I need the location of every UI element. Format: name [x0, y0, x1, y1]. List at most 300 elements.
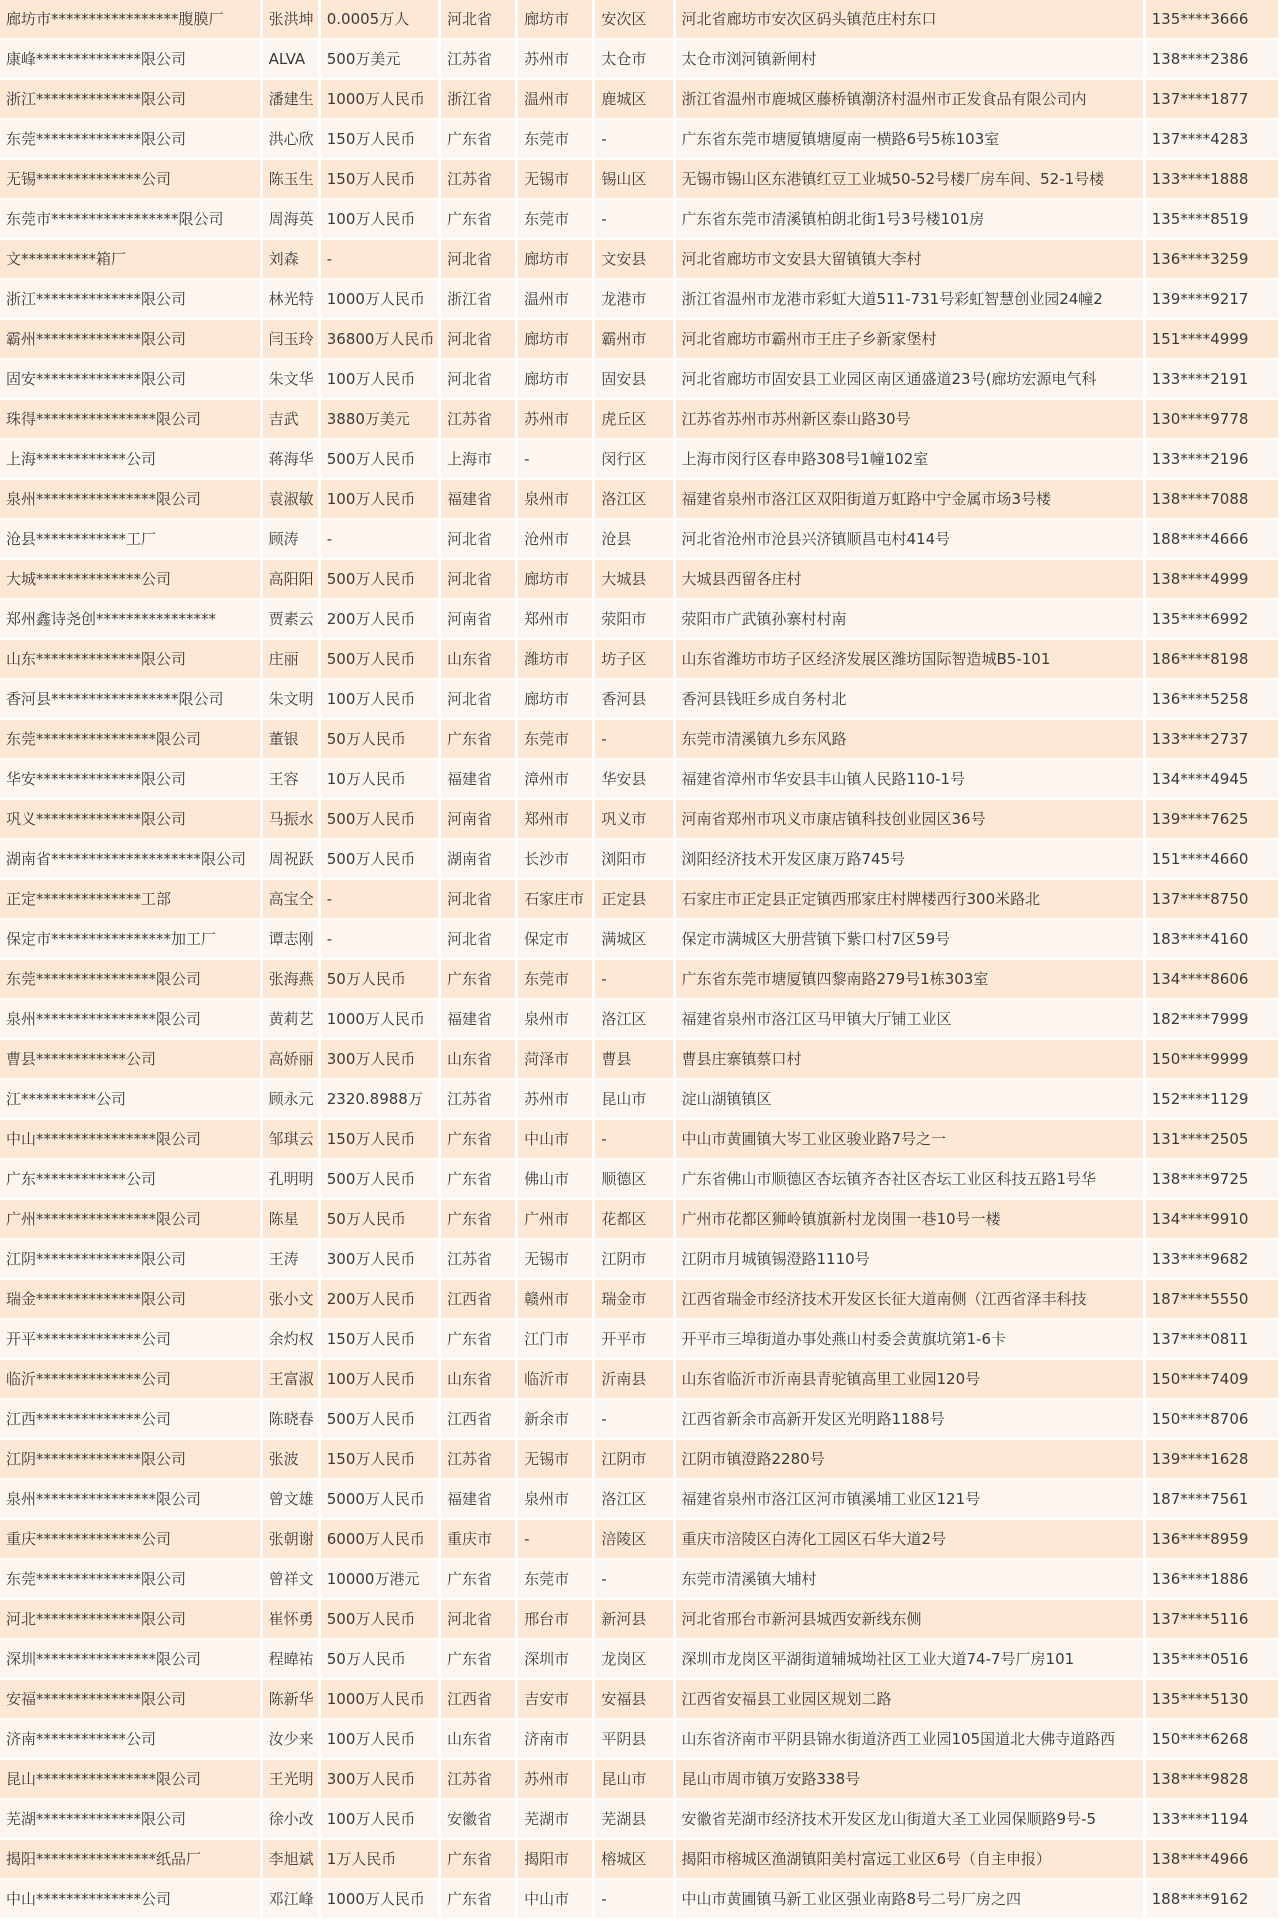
- table-row: [0, 1320, 1278, 1358]
- city-cell: 潍坊市: [518, 640, 592, 678]
- district-cell: 文安县: [595, 240, 672, 278]
- legal-rep-cell: ALVA: [263, 40, 318, 78]
- legal-rep-cell: 高娇丽: [263, 1040, 318, 1078]
- table-row: [0, 120, 1278, 158]
- district-cell: 江阴市: [595, 1440, 672, 1478]
- registered-capital-cell: -: [321, 920, 438, 958]
- district-cell: -: [595, 720, 672, 758]
- address-cell: 河北省廊坊市霸州市王庄子乡新家堡村: [676, 320, 1143, 358]
- district-cell: 太仓市: [595, 40, 672, 78]
- phone-cell: 134****4945: [1146, 760, 1278, 798]
- registered-capital-cell: 10000万港元: [321, 1560, 438, 1598]
- address-cell: 广东省东莞市塘厦镇塘厦南一横路6号5栋103室: [676, 120, 1143, 158]
- table-row: [0, 520, 1278, 558]
- province-cell: 河北省: [441, 1600, 515, 1638]
- registered-capital-cell: 1000万人民币: [321, 1880, 438, 1918]
- table-row: [0, 1120, 1278, 1158]
- city-cell: 东莞市: [518, 960, 592, 998]
- phone-cell: 188****4666: [1146, 520, 1278, 558]
- table-row: [0, 800, 1278, 838]
- phone-cell: 133****9682: [1146, 1240, 1278, 1278]
- legal-rep-cell: 高宝仝: [263, 880, 318, 918]
- address-cell: 中山市黄圃镇马新工业区强业南路8号二号厂房之四: [676, 1880, 1143, 1918]
- district-cell: 安福县: [595, 1680, 672, 1718]
- legal-rep-cell: 董银: [263, 720, 318, 758]
- address-cell: 保定市满城区大册营镇下紫口村7区59号: [676, 920, 1143, 958]
- registered-capital-cell: 1万人民币: [321, 1840, 438, 1878]
- district-cell: 正定县: [595, 880, 672, 918]
- company-name-cell: 重庆**************公司: [0, 1520, 260, 1558]
- company-name-cell: 郑州鑫诗尧创****************: [0, 600, 260, 638]
- table-row: [0, 40, 1278, 78]
- registered-capital-cell: 100万人民币: [321, 1360, 438, 1398]
- registered-capital-cell: 200万人民币: [321, 600, 438, 638]
- district-cell: 开平市: [595, 1320, 672, 1358]
- address-cell: 广东省佛山市顺德区杏坛镇齐杏社区杏坛工业区科技五路1号华: [676, 1160, 1143, 1198]
- company-name-cell: 江阴**************限公司: [0, 1240, 260, 1278]
- table-row: [0, 1520, 1278, 1558]
- city-cell: 芜湖市: [518, 1800, 592, 1838]
- district-cell: 新河县: [595, 1600, 672, 1638]
- city-cell: 温州市: [518, 280, 592, 318]
- phone-cell: 133****2196: [1146, 440, 1278, 478]
- city-cell: 赣州市: [518, 1280, 592, 1318]
- registered-capital-cell: 500万美元: [321, 40, 438, 78]
- province-cell: 福建省: [441, 480, 515, 518]
- city-cell: 廊坊市: [518, 240, 592, 278]
- city-cell: 廊坊市: [518, 360, 592, 398]
- address-cell: 昆山市周市镇万安路338号: [676, 1760, 1143, 1798]
- company-name-cell: 上海************公司: [0, 440, 260, 478]
- address-cell: 福建省泉州市洛江区马甲镇大厅铺工业区: [676, 1000, 1143, 1038]
- phone-cell: 130****9778: [1146, 400, 1278, 438]
- address-cell: 江西省安福县工业园区规划二路: [676, 1680, 1143, 1718]
- city-cell: 苏州市: [518, 1760, 592, 1798]
- table-row: [0, 1680, 1278, 1718]
- registered-capital-cell: 500万人民币: [321, 1160, 438, 1198]
- district-cell: -: [595, 960, 672, 998]
- address-cell: 安徽省芜湖市经济技术开发区龙山街道大圣工业园保顺路9号-5: [676, 1800, 1143, 1838]
- phone-cell: 139****9217: [1146, 280, 1278, 318]
- phone-cell: 138****2386: [1146, 40, 1278, 78]
- company-name-cell: 霸州**************限公司: [0, 320, 260, 358]
- registered-capital-cell: 50万人民币: [321, 960, 438, 998]
- address-cell: 太仓市浏河镇新闸村: [676, 40, 1143, 78]
- legal-rep-cell: 贾素云: [263, 600, 318, 638]
- phone-cell: 188****9162: [1146, 1880, 1278, 1918]
- company-name-cell: 广东************公司: [0, 1160, 260, 1198]
- district-cell: 洛江区: [595, 1480, 672, 1518]
- table-row: [0, 560, 1278, 598]
- legal-rep-cell: 闫玉玲: [263, 320, 318, 358]
- legal-rep-cell: 王光明: [263, 1760, 318, 1798]
- address-cell: 重庆市涪陵区白涛化工园区石华大道2号: [676, 1520, 1143, 1558]
- district-cell: 闵行区: [595, 440, 672, 478]
- registered-capital-cell: 6000万人民币: [321, 1520, 438, 1558]
- phone-cell: 134****9910: [1146, 1200, 1278, 1238]
- city-cell: 保定市: [518, 920, 592, 958]
- address-cell: 无锡市锡山区东港镇红豆工业城50-52号楼厂房车间、52-1号楼: [676, 160, 1143, 198]
- province-cell: 江西省: [441, 1280, 515, 1318]
- province-cell: 江西省: [441, 1680, 515, 1718]
- phone-cell: 186****8198: [1146, 640, 1278, 678]
- table-row: [0, 1200, 1278, 1238]
- company-name-cell: 芜湖**************限公司: [0, 1800, 260, 1838]
- phone-cell: 150****7409: [1146, 1360, 1278, 1398]
- registered-capital-cell: 500万人民币: [321, 560, 438, 598]
- registered-capital-cell: 150万人民币: [321, 160, 438, 198]
- province-cell: 上海市: [441, 440, 515, 478]
- registered-capital-cell: 3880万美元: [321, 400, 438, 438]
- legal-rep-cell: 周海英: [263, 200, 318, 238]
- city-cell: -: [518, 440, 592, 478]
- address-cell: 河南省郑州市巩义市康店镇科技创业园区36号: [676, 800, 1143, 838]
- legal-rep-cell: 崔怀勇: [263, 1600, 318, 1638]
- company-name-cell: 廊坊市*****************腹膜厂: [0, 0, 260, 38]
- phone-cell: 131****2505: [1146, 1120, 1278, 1158]
- province-cell: 广东省: [441, 1840, 515, 1878]
- phone-cell: 135****5130: [1146, 1680, 1278, 1718]
- registered-capital-cell: 150万人民币: [321, 1320, 438, 1358]
- city-cell: 石家庄市: [518, 880, 592, 918]
- city-cell: -: [518, 1520, 592, 1558]
- table-row: [0, 1360, 1278, 1398]
- legal-rep-cell: 马振水: [263, 800, 318, 838]
- company-name-cell: 深圳****************限公司: [0, 1640, 260, 1678]
- address-cell: 江阴市月城镇锡澄路1110号: [676, 1240, 1143, 1278]
- registered-capital-cell: 1000万人民币: [321, 1000, 438, 1038]
- city-cell: 廊坊市: [518, 560, 592, 598]
- phone-cell: 136****1886: [1146, 1560, 1278, 1598]
- table-row: [0, 680, 1278, 718]
- table-row: [0, 1640, 1278, 1678]
- table-row: [0, 1480, 1278, 1518]
- table-row: [0, 1560, 1278, 1598]
- registered-capital-cell: 10万人民币: [321, 760, 438, 798]
- table-row: [0, 0, 1278, 38]
- phone-cell: 138****4966: [1146, 1840, 1278, 1878]
- company-name-cell: 东莞****************限公司: [0, 960, 260, 998]
- company-name-cell: 开平**************公司: [0, 1320, 260, 1358]
- city-cell: 菏泽市: [518, 1040, 592, 1078]
- table-row: [0, 600, 1278, 638]
- city-cell: 江门市: [518, 1320, 592, 1358]
- district-cell: 龙岗区: [595, 1640, 672, 1678]
- phone-cell: 138****4999: [1146, 560, 1278, 598]
- company-name-cell: 浙江**************限公司: [0, 80, 260, 118]
- phone-cell: 182****7999: [1146, 1000, 1278, 1038]
- address-cell: 江阴市镇澄路2280号: [676, 1440, 1143, 1478]
- company-name-cell: 东莞****************限公司: [0, 720, 260, 758]
- company-name-cell: 广州****************限公司: [0, 1200, 260, 1238]
- company-name-cell: 昆山****************限公司: [0, 1760, 260, 1798]
- city-cell: 长沙市: [518, 840, 592, 878]
- phone-cell: 133****1194: [1146, 1800, 1278, 1838]
- company-name-cell: 泉州****************限公司: [0, 480, 260, 518]
- company-name-cell: 江阴**************限公司: [0, 1440, 260, 1478]
- phone-cell: 151****4999: [1146, 320, 1278, 358]
- province-cell: 山东省: [441, 1360, 515, 1398]
- table-row: [0, 1040, 1278, 1078]
- province-cell: 广东省: [441, 1640, 515, 1678]
- address-cell: 山东省临沂市沂南县青驼镇高里工业园120号: [676, 1360, 1143, 1398]
- legal-rep-cell: 王涛: [263, 1240, 318, 1278]
- phone-cell: 138****7088: [1146, 480, 1278, 518]
- address-cell: 山东省潍坊市坊子区经济发展区潍坊国际智造城B5-101: [676, 640, 1143, 678]
- phone-cell: 133****1888: [1146, 160, 1278, 198]
- province-cell: 广东省: [441, 1560, 515, 1598]
- registered-capital-cell: 0.0005万人: [321, 0, 438, 38]
- address-cell: 广东省东莞市塘厦镇四黎南路279号1栋303室: [676, 960, 1143, 998]
- city-cell: 东莞市: [518, 1560, 592, 1598]
- district-cell: 昆山市: [595, 1760, 672, 1798]
- province-cell: 浙江省: [441, 80, 515, 118]
- legal-rep-cell: 周祝跃: [263, 840, 318, 878]
- province-cell: 山东省: [441, 1040, 515, 1078]
- address-cell: 香河县钱旺乡成自务村北: [676, 680, 1143, 718]
- legal-rep-cell: 黄莉艺: [263, 1000, 318, 1038]
- district-cell: 华安县: [595, 760, 672, 798]
- company-name-cell: 香河县*****************限公司: [0, 680, 260, 718]
- address-cell: 浙江省温州市龙港市彩虹大道511-731号彩虹智慧创业园24幢2: [676, 280, 1143, 318]
- address-cell: 曹县庄寨镇蔡口村: [676, 1040, 1143, 1078]
- company-name-cell: 中山****************限公司: [0, 1120, 260, 1158]
- table-row: [0, 1280, 1278, 1318]
- province-cell: 河南省: [441, 800, 515, 838]
- province-cell: 河北省: [441, 920, 515, 958]
- company-name-cell: 康峰**************限公司: [0, 40, 260, 78]
- phone-cell: 138****9725: [1146, 1160, 1278, 1198]
- registered-capital-cell: 1000万人民币: [321, 80, 438, 118]
- district-cell: 榕城区: [595, 1840, 672, 1878]
- table-row: [0, 360, 1278, 398]
- registered-capital-cell: 100万人民币: [321, 360, 438, 398]
- legal-rep-cell: 陈玉生: [263, 160, 318, 198]
- address-cell: 福建省泉州市洛江区河市镇溪埔工业区121号: [676, 1480, 1143, 1518]
- company-name-cell: 曹县************公司: [0, 1040, 260, 1078]
- legal-rep-cell: 程暐祐: [263, 1640, 318, 1678]
- phone-cell: 136****5258: [1146, 680, 1278, 718]
- district-cell: 龙港市: [595, 280, 672, 318]
- phone-cell: 133****2737: [1146, 720, 1278, 758]
- legal-rep-cell: 王容: [263, 760, 318, 798]
- company-name-cell: 无锡**************公司: [0, 160, 260, 198]
- company-name-cell: 山东**************限公司: [0, 640, 260, 678]
- table-row: [0, 1800, 1278, 1838]
- registered-capital-cell: 500万人民币: [321, 800, 438, 838]
- address-cell: 中山市黄圃镇大岑工业区骏业路7号之一: [676, 1120, 1143, 1158]
- company-name-cell: 保定市****************加工厂: [0, 920, 260, 958]
- province-cell: 河北省: [441, 520, 515, 558]
- company-name-cell: 瑞金**************限公司: [0, 1280, 260, 1318]
- city-cell: 无锡市: [518, 160, 592, 198]
- registered-capital-cell: 5000万人民币: [321, 1480, 438, 1518]
- company-name-cell: 河北**************限公司: [0, 1600, 260, 1638]
- province-cell: 河北省: [441, 560, 515, 598]
- district-cell: 虎丘区: [595, 400, 672, 438]
- company-name-cell: 正定**************工部: [0, 880, 260, 918]
- city-cell: 苏州市: [518, 400, 592, 438]
- city-cell: 苏州市: [518, 1080, 592, 1118]
- legal-rep-cell: 曾文雄: [263, 1480, 318, 1518]
- table-row: [0, 960, 1278, 998]
- city-cell: 济南市: [518, 1720, 592, 1758]
- table-row: [0, 240, 1278, 278]
- district-cell: 江阴市: [595, 1240, 672, 1278]
- company-name-cell: 东莞**************限公司: [0, 120, 260, 158]
- city-cell: 中山市: [518, 1880, 592, 1918]
- company-name-cell: 巩义**************限公司: [0, 800, 260, 838]
- table-row: [0, 160, 1278, 198]
- legal-rep-cell: 邹琪云: [263, 1120, 318, 1158]
- phone-cell: 150****6268: [1146, 1720, 1278, 1758]
- phone-cell: 137****5116: [1146, 1600, 1278, 1638]
- table-row: [0, 1840, 1278, 1878]
- legal-rep-cell: 朱文明: [263, 680, 318, 718]
- registered-capital-cell: 500万人民币: [321, 1400, 438, 1438]
- phone-cell: 150****8706: [1146, 1400, 1278, 1438]
- legal-rep-cell: 张洪坤: [263, 0, 318, 38]
- phone-cell: 139****7625: [1146, 800, 1278, 838]
- district-cell: 锡山区: [595, 160, 672, 198]
- company-name-cell: 大城**************公司: [0, 560, 260, 598]
- address-cell: 东莞市清溪镇九乡东风路: [676, 720, 1143, 758]
- phone-cell: 135****8519: [1146, 200, 1278, 238]
- registered-capital-cell: 100万人民币: [321, 480, 438, 518]
- province-cell: 浙江省: [441, 280, 515, 318]
- company-name-cell: 泉州****************限公司: [0, 1000, 260, 1038]
- address-cell: 荥阳市广武镇孙寨村村南: [676, 600, 1143, 638]
- address-cell: 江西省新余市高新开发区光明路1188号: [676, 1400, 1143, 1438]
- city-cell: 苏州市: [518, 40, 592, 78]
- city-cell: 泉州市: [518, 1000, 592, 1038]
- registered-capital-cell: 50万人民币: [321, 1640, 438, 1678]
- district-cell: -: [595, 1560, 672, 1598]
- legal-rep-cell: 陈新华: [263, 1680, 318, 1718]
- address-cell: 河北省沧州市沧县兴济镇顺昌屯村414号: [676, 520, 1143, 558]
- registered-capital-cell: -: [321, 880, 438, 918]
- province-cell: 福建省: [441, 1000, 515, 1038]
- company-name-cell: 固安**************限公司: [0, 360, 260, 398]
- city-cell: 郑州市: [518, 800, 592, 838]
- province-cell: 江西省: [441, 1400, 515, 1438]
- registered-capital-cell: 150万人民币: [321, 120, 438, 158]
- province-cell: 江苏省: [441, 1240, 515, 1278]
- table-row: [0, 1080, 1278, 1118]
- province-cell: 山东省: [441, 640, 515, 678]
- district-cell: 涪陵区: [595, 1520, 672, 1558]
- phone-cell: 187****7561: [1146, 1480, 1278, 1518]
- table-row: [0, 400, 1278, 438]
- registered-capital-cell: -: [321, 240, 438, 278]
- registered-capital-cell: 150万人民币: [321, 1440, 438, 1478]
- table-row: [0, 920, 1278, 958]
- district-cell: 鹿城区: [595, 80, 672, 118]
- address-cell: 广东省东莞市清溪镇柏朗北街1号3号楼101房: [676, 200, 1143, 238]
- district-cell: 荥阳市: [595, 600, 672, 638]
- legal-rep-cell: 高阳阳: [263, 560, 318, 598]
- district-cell: 巩义市: [595, 800, 672, 838]
- phone-cell: 150****9999: [1146, 1040, 1278, 1078]
- city-cell: 温州市: [518, 80, 592, 118]
- phone-cell: 135****6992: [1146, 600, 1278, 638]
- city-cell: 东莞市: [518, 720, 592, 758]
- province-cell: 广东省: [441, 200, 515, 238]
- legal-rep-cell: 袁淑敏: [263, 480, 318, 518]
- table-row: [0, 320, 1278, 358]
- phone-cell: 137****1877: [1146, 80, 1278, 118]
- province-cell: 河北省: [441, 880, 515, 918]
- district-cell: 霸州市: [595, 320, 672, 358]
- company-name-cell: 揭阳****************纸品厂: [0, 1840, 260, 1878]
- district-cell: -: [595, 1400, 672, 1438]
- city-cell: 揭阳市: [518, 1840, 592, 1878]
- district-cell: 大城县: [595, 560, 672, 598]
- address-cell: 福建省泉州市洛江区双阳街道万虹路中宁金属市场3号楼: [676, 480, 1143, 518]
- address-cell: 深圳市龙岗区平湖街道辅城坳社区工业大道74-7号厂房101: [676, 1640, 1143, 1678]
- province-cell: 广东省: [441, 1880, 515, 1918]
- address-cell: 福建省漳州市华安县丰山镇人民路110-1号: [676, 760, 1143, 798]
- company-name-cell: 沧县************工厂: [0, 520, 260, 558]
- registered-capital-cell: 300万人民币: [321, 1760, 438, 1798]
- province-cell: 广东省: [441, 1120, 515, 1158]
- company-name-cell: 浙江**************限公司: [0, 280, 260, 318]
- province-cell: 河北省: [441, 680, 515, 718]
- district-cell: 顺德区: [595, 1160, 672, 1198]
- phone-cell: 138****9828: [1146, 1760, 1278, 1798]
- registered-capital-cell: 50万人民币: [321, 720, 438, 758]
- company-name-cell: 泉州****************限公司: [0, 1480, 260, 1518]
- district-cell: -: [595, 1120, 672, 1158]
- company-name-cell: 中山**************公司: [0, 1880, 260, 1918]
- district-cell: 坊子区: [595, 640, 672, 678]
- legal-rep-cell: 刘森: [263, 240, 318, 278]
- company-name-cell: 华安**************限公司: [0, 760, 260, 798]
- city-cell: 廊坊市: [518, 680, 592, 718]
- province-cell: 山东省: [441, 1720, 515, 1758]
- legal-rep-cell: 陈星: [263, 1200, 318, 1238]
- legal-rep-cell: 张海燕: [263, 960, 318, 998]
- district-cell: 花都区: [595, 1200, 672, 1238]
- company-name-cell: 江西**************公司: [0, 1400, 260, 1438]
- table-row: [0, 1400, 1278, 1438]
- province-cell: 河北省: [441, 360, 515, 398]
- registered-capital-cell: 36800万人民币: [321, 320, 438, 358]
- table-row: [0, 760, 1278, 798]
- company-name-cell: 济南************公司: [0, 1720, 260, 1758]
- legal-rep-cell: 朱文华: [263, 360, 318, 398]
- legal-rep-cell: 顾永元: [263, 1080, 318, 1118]
- company-name-cell: 文**********箱厂: [0, 240, 260, 278]
- registered-capital-cell: 500万人民币: [321, 440, 438, 478]
- table-row: [0, 1000, 1278, 1038]
- province-cell: 江苏省: [441, 1760, 515, 1798]
- city-cell: 深圳市: [518, 1640, 592, 1678]
- province-cell: 广东省: [441, 1160, 515, 1198]
- province-cell: 广东省: [441, 1200, 515, 1238]
- district-cell: 满城区: [595, 920, 672, 958]
- city-cell: 泉州市: [518, 1480, 592, 1518]
- registered-capital-cell: 100万人民币: [321, 680, 438, 718]
- registered-capital-cell: 500万人民币: [321, 840, 438, 878]
- district-cell: 浏阳市: [595, 840, 672, 878]
- company-name-cell: 湖南省********************限公司: [0, 840, 260, 878]
- province-cell: 福建省: [441, 1480, 515, 1518]
- city-cell: 邢台市: [518, 1600, 592, 1638]
- legal-rep-cell: 蒋海华: [263, 440, 318, 478]
- legal-rep-cell: 汝少来: [263, 1720, 318, 1758]
- city-cell: 无锡市: [518, 1440, 592, 1478]
